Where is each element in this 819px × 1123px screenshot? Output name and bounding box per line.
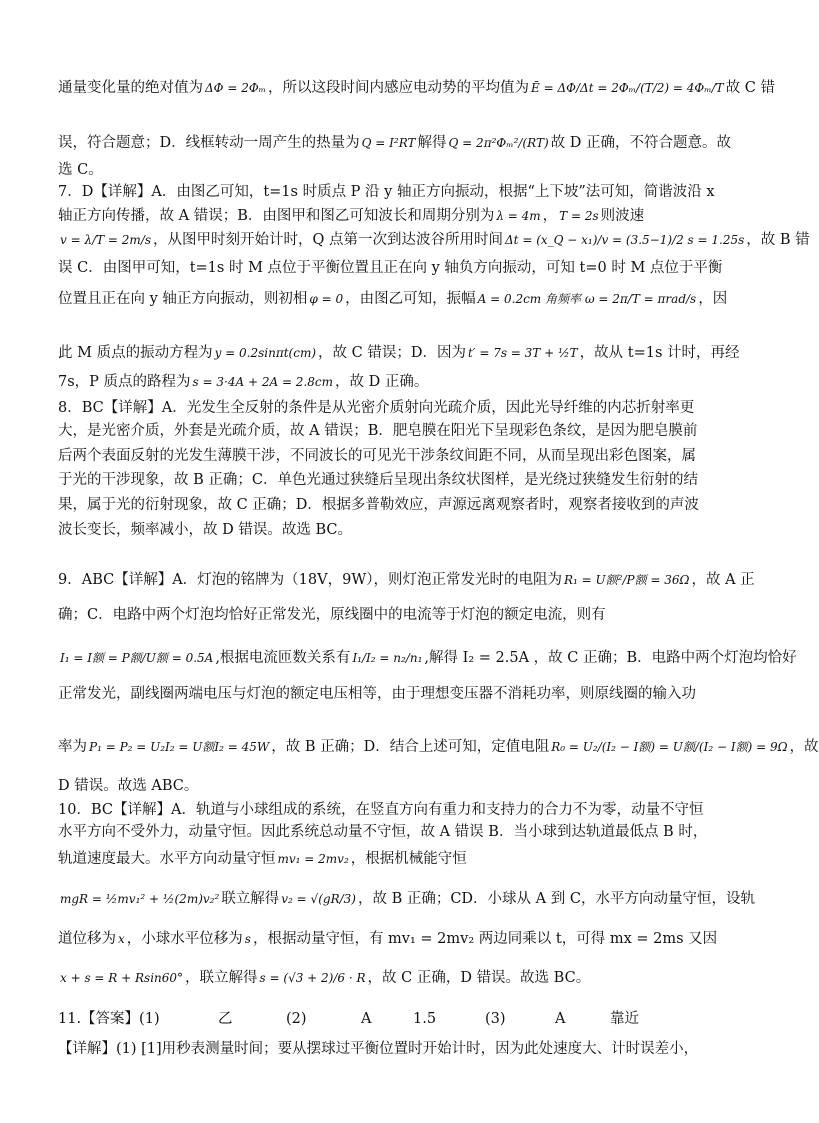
text-run: 道位移为 — [58, 931, 116, 947]
text-run: 此 M 质点的振动方程为 — [58, 345, 213, 361]
text-line: 于光的干涉现象，故 B 正确；C．单色光通过狭缝后呈现出条纹状图样，是光绕过狭缝发生衍射的结 — [58, 472, 698, 488]
text-run: ，根据机械能守恒 — [350, 851, 467, 867]
text-line — [58, 929, 766, 949]
equation: Q = 2π²Φₘ²/(RT) — [448, 136, 549, 150]
answer-1: 乙 — [218, 1011, 233, 1027]
equation: P₁ = P₂ = U₂I₂ = U额I₂ = 45W — [89, 740, 270, 754]
equation: x + s = R + Rsin60° — [60, 971, 184, 985]
text-line: 确；C．电路中两个灯泡均恰好正常发光，原线圈中的电流等于灯泡的额定电流，则有 — [58, 607, 606, 623]
text-line — [58, 849, 766, 869]
text-line — [58, 648, 797, 668]
text-run: 7s，P 质点的路程为 — [58, 374, 191, 390]
equation: Ē = ΔΦ/Δt = 2Φₘ/(T/2) = 4Φₘ/T — [531, 81, 724, 95]
text-line: 水平方向不受外力，动量守恒。因此系统总动量不守恒，故 A 错误 B．当小球到达轨道最低点 B 时， — [58, 824, 708, 840]
text-run: ， — [542, 208, 558, 224]
equation: mv₁ = 2mv₂ — [277, 852, 349, 866]
text-run: ，故 C 错误；D．因为 — [318, 345, 466, 361]
text-run: ，联立解得 — [185, 970, 258, 986]
equation: φ = 0 — [309, 292, 344, 306]
text-run: ，从图甲时刻开始计时，Q 点第一次到达波谷所用时间 — [153, 232, 504, 248]
equation: s = (√3 + 2)/6 · R — [259, 971, 366, 985]
text-run: ，故 C 正确，D 错误。故选 BC。 — [367, 970, 591, 986]
text-line: 误 C．由图甲可知，t=1s 时 M 点位于平衡位置且正在向 y 轴负方向振动，可知 t=0 时 M 点位于平衡 — [58, 260, 723, 276]
text-run: 轨道速度最大。水平方向动量守恒 — [58, 851, 276, 867]
text-line — [58, 230, 810, 250]
text-line: 8．BC【详解】A．光发生全反射的条件是从光密介质射向光疏介质，因此光导纤维的内芯折射率更 — [58, 400, 695, 416]
text-line: 后两个表面反射的光发生薄膜干涉，不同波长的可见光干涉条纹间距不同，从而呈现出彩色图案，属 — [58, 448, 696, 464]
text-run: 9．ABC【详解】A．灯泡的铭牌为（18V，9W），则灯泡正常发光时的电阻为 — [58, 572, 562, 588]
answer-3: 1.5 — [413, 1011, 437, 1027]
text-run: 解得 — [417, 135, 447, 151]
equation: v = λ/T = 2m/s — [60, 233, 152, 247]
equation: x — [118, 932, 125, 946]
text-line: 10．BC【详解】A．轨道与小球组成的系统，在竖直方向有重力和支持力的合力不为零，动量不守恒 — [58, 802, 704, 818]
text-run: 位置且正在向 y 轴正方向振动，则初相 — [58, 291, 308, 307]
text-line — [58, 737, 819, 757]
text-run: ，根据动量守恒，有 mv₁ = 2mv₂ 两边同乘以 t，可得 mx = 2ms 又因 — [252, 931, 718, 947]
text-line: 正常发光，副线圈两端电压与灯泡的额定电压相等，由于理想变压器不消耗功率，则原线圈的输入功 — [58, 686, 696, 702]
text-line — [58, 889, 766, 909]
equation: Q = I²RT — [361, 136, 416, 150]
text-run: ，故 B 正确；D．结合上述可知，定值电阻 — [271, 739, 550, 755]
equation: I₁ = I额 = P额/U额 = 0.5A — [60, 651, 214, 665]
equation: A = 0.2cm 角频率 ω = 2π/T = πrad/s — [477, 292, 697, 306]
text-run: 误，符合题意；D．线框转动一周产生的热量为 — [58, 135, 360, 151]
text-run: ，故 B 错 — [746, 232, 810, 248]
equation: s = 3·4A + 2A = 2.8cm — [192, 375, 333, 389]
answer-label: 11.【答案】(1) — [58, 1011, 160, 1027]
text-run: ,根据电流匝数关系有 — [215, 650, 351, 666]
equation: λ = 4m — [496, 209, 541, 223]
text-run: 率为 — [58, 739, 87, 755]
text-run: ，因 — [698, 291, 728, 307]
text-line: D 错误。故选 ABC。 — [58, 778, 199, 794]
text-run: ，故 D 正确。 — [335, 374, 429, 390]
text-line — [58, 78, 776, 98]
text-run: 轴正方向传播，故 A 错误；B．由图甲和图乙可知波长和周期分别为 — [58, 208, 495, 224]
equation: I₁/I₂ = n₂/n₁ — [352, 651, 423, 665]
equation: y = 0.2sinπt(cm) — [214, 346, 317, 360]
equation: mgR = ½mv₁² + ½(2m)v₂² — [60, 892, 220, 906]
text-run: ，所以这段时间内感应电动势的平均值为 — [268, 80, 530, 96]
text-line — [58, 372, 766, 392]
text-run: ，故 — [789, 739, 819, 755]
equation: R₁ = U额²/P额 = 36Ω — [564, 573, 690, 587]
text-line — [58, 133, 766, 153]
text-run: ，由图乙可知，振幅 — [345, 291, 476, 307]
text-line — [58, 968, 766, 988]
text-line — [58, 289, 766, 309]
equation: R₀ = U₂/(I₂ − I额) = U额/(I₂ − I额) = 9Ω — [551, 740, 788, 754]
answer-part-3: (3) — [485, 1011, 506, 1027]
text-run: ，故 B 正确；CD．小球从 A 到 C，水平方向动量守恒，设轨 — [357, 891, 755, 907]
text-run: 故 D 正确，不符合题意。故 — [550, 135, 731, 151]
equation: T = 2s — [559, 209, 599, 223]
equation: s — [244, 932, 251, 946]
answer-5: 靠近 — [610, 1011, 639, 1027]
equation: t′ = 7s = 3T + ½T — [467, 346, 578, 360]
text-run: 故 C 错 — [725, 80, 776, 96]
text-line: 果，属于光的衍射现象，故 C 正确；D．根据多普勒效应，声源远离观察者时，观察者接收到的声波 — [58, 497, 699, 513]
text-line: 大，是光密介质，外套是光疏介质，故 A 错误；B．肥皂膜在阳光下呈现彩色条纹，是因为肥皂膜前 — [58, 423, 698, 439]
text-run: 则波速 — [600, 208, 645, 224]
text-run: ，故 A 正 — [691, 572, 755, 588]
equation: Δt = (x_Q − x₁)/v = (3.5−1)/2 s = 1.25s — [505, 233, 745, 247]
answer-part-2: (2) — [286, 1011, 307, 1027]
text-line: 选 C。 — [58, 162, 103, 178]
equation: ΔΦ = 2Φₘ — [205, 81, 267, 95]
detail-line: 【详解】(1) [1]用秒表测量时间；要从摆球过平衡位置时开始计时，因为此处速度大、计时误差小， — [58, 1041, 699, 1057]
text-run: ，故从 t=1s 计时，再经 — [579, 345, 740, 361]
answer-4: A — [555, 1011, 566, 1027]
text-line — [58, 206, 766, 226]
text-line: 波长变长，频率减小，故 D 错误。故选 BC。 — [58, 522, 352, 538]
answer-2: A — [361, 1011, 372, 1027]
text-run: ，小球水平位移为 — [126, 931, 243, 947]
text-run: 联立解得 — [221, 891, 280, 907]
text-run: 通量变化量的绝对值为 — [58, 80, 203, 96]
text-line — [58, 570, 766, 590]
text-run: ,解得 I₂ = 2.5A ，故 C 正确；B．电路中两个灯泡均恰好 — [424, 650, 797, 666]
text-line: 7．D【详解】A．由图乙可知，t=1s 时质点 P 沿 y 轴正方向振动，根据“上下坡”法可知，简谐波沿 x — [58, 184, 715, 200]
text-line — [58, 343, 766, 363]
equation: v₂ = √(gR/3) — [281, 892, 356, 906]
